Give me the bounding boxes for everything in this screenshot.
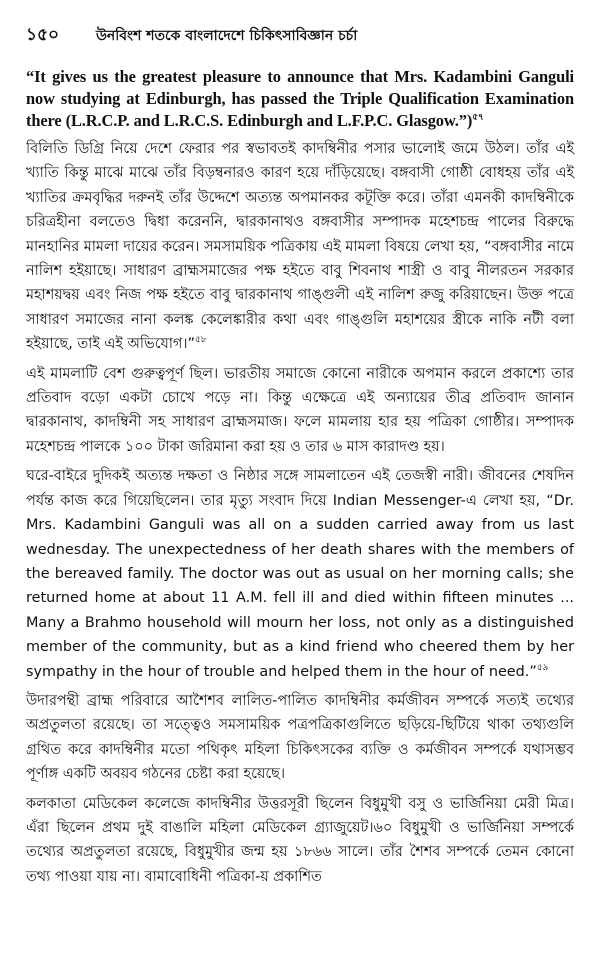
paragraph-text: বিলিতি ডিগ্রি নিয়ে দেশে ফেরার পর স্বভাবতই কাদম্বিনীর পসার ভালোই জমে উঠল। তাঁর এই খ্যাতি কিন্তু মাঝে মাঝে তাঁর বিড়ম্বনারও কারণ হয়ে দাঁড়িয়েছে। বঙ্গবাসী গোষ্ঠী বোধহয় তাঁর এই খ্যাতির ক্রমবৃদ্ধির দরুনই তাঁর উদ্দেশে অত্যন্ত অপমানকর কটূক্তি করে। তাঁরা এমনকী কাদম্বিনীকে চরিত্রহীনা বলতেও দ্বিধা করেননি, দ্বারকানাথও বঙ্গবাসীর সম্পাদক মহেশচন্দ্র পালের বিরুদ্ধে মানহানির মামলা দায়ের করেন। সমসাময়িক পত্রিকায় এই মামলা বিষয়ে লেখা হয়, “বঙ্গবাসীর নামে নালিশ হইয়াছে। সাধারণ ব্রাহ্মসমাজের পক্ষ হইতে বাবু শিবনাথ শাস্ত্রী ও বাবু নীলরতন সরকার মহাশয়দ্বয় এবং নিজ পক্ষ হইতে বাবু দ্বারকানাথ গাঙ্গুলী এই নালিশ রুজু করিয়াছেন। উক্ত পত্রে সাধারণ সমাজের নানা কলঙ্ক কেলেঙ্কারীর কথা এবং গাঙ্গুলি মহাশয়ের স্ত্রীকে নাকি নটী বলা হইয়াছে, তাই এই অভিযোগ।” xyxy=(26,141,574,353)
paragraph-death-notice xyxy=(26,464,574,684)
paragraph-career-summary xyxy=(26,689,574,787)
paragraph-text: ঘরে-বাইরে দুদিকই অত্যন্ত দক্ষতা ও নিষ্ঠার সঙ্গে সামলাতেন এই তেজস্বী নারী। জীবনের শেষদিন পর্যন্ত কাজ করে গিয়েছিলেন। তার মৃত্যু সংবাদ দিয়ে Indian Messenger-এ লেখা হয়, “Dr. Mrs. Kadambini Ganguli was all on a sudden carried away from us last wednesday. The unexpectedness of her death shares with the members of the bereaved family. The doctor was out as usual on her morning calls; she returned home at about 11 A.M. fell ill and died within fifteen minutes ... Many a Brahmo household will mourn her loss, not only as a distinguished member of the community, but as a kind friend who cheered them by her sympathy in the hour of trouble and helped them in the hour of need.” xyxy=(26,468,574,680)
footnote-marker: ৫৮ xyxy=(194,335,207,346)
paragraph-bangabasi-case xyxy=(26,137,574,357)
running-title: উনবিংশ শতকে বাংলাদেশে চিকিৎসাবিজ্ঞান চর্চা xyxy=(96,28,358,44)
paragraph-quote-english xyxy=(26,66,574,132)
paragraph-text: এই মামলাটি বেশ গুরুত্বপূর্ণ ছিল। ভারতীয় সমাজে কোনো নারীকে অপমান করলে প্রকাশ্যে তার প্রতিবাদ বড়ো একটা চোখে পড়ে না। কিন্তু এক্ষেত্রে এই অন্যায়ের তীব্র প্রতিবাদ জানান দ্বারকানাথ, কাদম্বিনী সহ সাধারণ ব্রাহ্মসমাজ। ফলে মামলায় হার হয় পত্রিকা গোষ্ঠীর। সম্পাদক মহেশচন্দ্র পালকে ১০০ টাকা জরিমানা করা হয় ও তার ৬ মাস কারাদণ্ড হয়। xyxy=(26,365,574,455)
page-header xyxy=(26,22,574,50)
paragraph-text: কলকাতা মেডিকেল কলেজে কাদম্বিনীর উত্তরসূরী ছিলেন বিধুমুখী বসু ও ভার্জিনিয়া মেরী মিত্র। এঁরা ছিলেন প্রথম দুই বাঙালি মহিলা মেডিকেল গ্র্যাজুয়েট।৬০ বিধুমুখী ও ভার্জিনিয়া সম্পর্কে তথ্যের অপ্রতুলতা রয়েছে, বিধুমুখীর জন্ম হয় ১৮৬৬ সালে। তাঁর শৈশব সম্পর্কে তেমন কোনো তথ্য পাওয়া যায় না। বামাবোধিনী পত্রিকা-য় প্রকাশিত xyxy=(26,795,574,885)
page-number: ১৫০ xyxy=(26,25,60,45)
paragraph-successors xyxy=(26,792,574,890)
paragraph-case-importance xyxy=(26,362,574,460)
paragraph-text: উদারপন্থী ব্রাহ্ম পরিবারে আশৈশব লালিত-পালিত কাদম্বিনীর কর্মজীবন সম্পর্কে সত্যই তথ্যের অপ্রতুলতা রয়েছে। তা সত্ত্বেও সমসাময়িক পত্রপত্রিকাগুলিতে ছড়িয়ে-ছিটিয়ে থাকা তথ্যগুলি গ্রথিত করে কাদম্বিনীর মতো পথিকৃৎ মহিলা চিকিৎসকের ব্যক্তি ও কর্মজীবন সম্পর্কে যথাসম্ভব পূর্ণাঙ্গ একটি অবয়ব গঠনের চেষ্টা করা হয়েছে। xyxy=(26,692,574,783)
footnote-marker: ৫৯ xyxy=(536,662,549,673)
paragraph-text: “It gives us the greatest pleasure to announce that Mrs. Kadambini Ganguli now studying at Edinburgh, has passed the Triple Qualification Examination there (L.R.C.P. and L.R.C.S. Edinburgh and L.F.P.C. Glasgow.”) xyxy=(26,67,574,130)
footnote-marker: ৫৭ xyxy=(472,111,484,122)
